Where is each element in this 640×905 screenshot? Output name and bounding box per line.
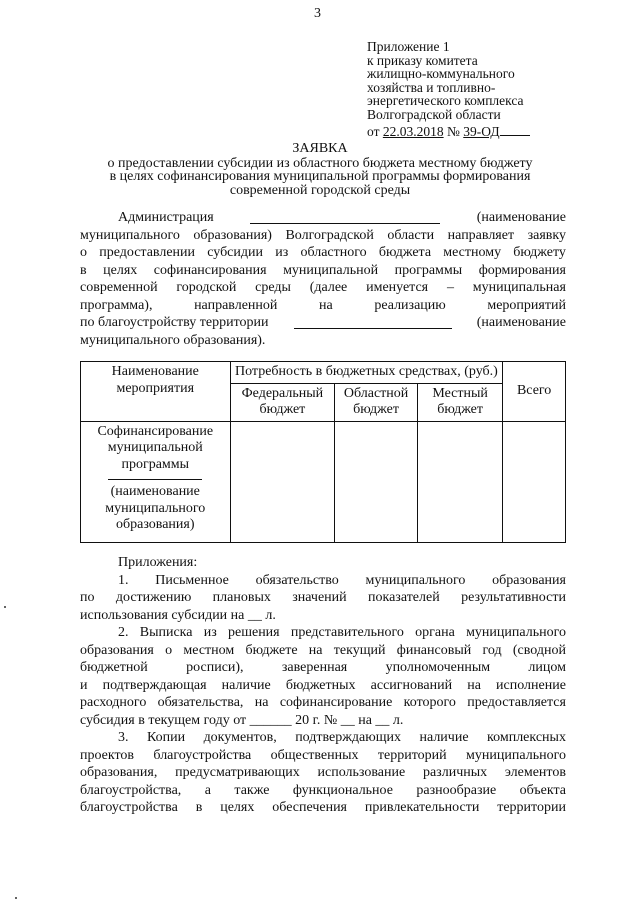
- word: 2.: [118, 625, 129, 640]
- word: местном: [183, 642, 235, 658]
- word: целях: [220, 800, 255, 815]
- appendix-line: хозяйства и топливно-: [367, 79, 496, 95]
- word: исполнение: [496, 677, 566, 693]
- intro-word: реализацию: [374, 297, 446, 313]
- intro-word: программа),: [80, 297, 153, 313]
- word: Выписка: [139, 625, 193, 640]
- word: (сводной: [512, 642, 566, 658]
- att-word: образования: [492, 572, 566, 588]
- intro-word: (наименование: [476, 210, 566, 225]
- att-word: функциональное: [292, 782, 393, 798]
- att-word: результативности: [461, 590, 566, 605]
- att-line: [80, 642, 566, 660]
- intro-word: по благоустройству территории: [80, 315, 269, 330]
- header-event: Наименование мероприятия: [81, 362, 231, 422]
- word: обеспечения: [272, 800, 348, 815]
- cell-regional: [335, 421, 418, 542]
- request-table: [80, 361, 566, 543]
- intro-word: на: [319, 297, 333, 313]
- att-word: Письменное: [155, 572, 229, 588]
- word: документов,: [203, 730, 277, 745]
- att-line: [80, 677, 566, 695]
- word: ассигнований: [370, 677, 453, 693]
- word: благоустройства: [153, 747, 252, 763]
- word: наличие: [419, 730, 469, 745]
- word: наличие: [221, 677, 271, 693]
- intro-line: [80, 279, 566, 297]
- word: из: [275, 245, 289, 260]
- order-date-line: [367, 121, 530, 139]
- att-line: субсидия в текущем году от ______ 20 г. № __ на __ л.: [80, 712, 404, 728]
- word: в: [195, 800, 203, 815]
- row-event-cell: [81, 421, 231, 542]
- word: софинансирования: [153, 262, 267, 278]
- appendix-line: энергетического комплекса: [367, 93, 524, 108]
- intro-line: [80, 227, 566, 245]
- att-word: также: [234, 782, 270, 798]
- word: решения: [227, 625, 280, 640]
- intro-word: направленной: [194, 297, 278, 313]
- att-line: [80, 799, 566, 817]
- att-word: плановых: [212, 590, 271, 605]
- word: муниципальной: [283, 262, 379, 278]
- row-title: Софинансирование муниципальной программы: [97, 423, 214, 472]
- order-date: 22.03.2018: [382, 124, 444, 139]
- att-word: благоустройства,: [80, 782, 182, 798]
- appendix-block: [367, 40, 530, 139]
- word: целях: [103, 262, 138, 278]
- att-word: бюджетной: [80, 660, 148, 675]
- att-word: показателей: [368, 590, 440, 605]
- word: и: [80, 677, 88, 693]
- word: образования: [80, 642, 154, 658]
- att-line: [80, 747, 566, 765]
- word: о: [165, 642, 173, 658]
- word: –: [446, 280, 454, 295]
- document-title: [0, 142, 640, 197]
- word: в: [80, 262, 87, 278]
- word: бюджету: [513, 245, 566, 260]
- appendix-line: Волгоградской области: [367, 106, 501, 122]
- header-total: Всего: [503, 362, 566, 422]
- word: 3.: [118, 730, 129, 745]
- word: направляет: [447, 227, 515, 243]
- att-word: лицом: [528, 660, 566, 675]
- word: области: [387, 227, 435, 243]
- header-federal: Федеральный бюджет: [230, 383, 335, 421]
- att-line: [80, 694, 566, 712]
- word: территории: [497, 800, 566, 815]
- word: муниципального: [80, 227, 180, 243]
- intro-line: муниципального образования).: [80, 332, 266, 348]
- word: муниципального: [466, 747, 566, 763]
- word: финансовый: [396, 642, 472, 658]
- word: предоставляется: [467, 695, 566, 710]
- word: предусматривающих: [175, 765, 300, 780]
- order-number: 39-ОД: [463, 124, 500, 139]
- att-line: [80, 624, 566, 642]
- word: использование: [317, 765, 406, 780]
- word: бюджета: [378, 245, 432, 260]
- att-word: объекта: [519, 782, 566, 798]
- word: бюджетных: [285, 677, 356, 693]
- title-subtitle-line: современной городской среды: [229, 182, 411, 198]
- att-word: 1.: [118, 572, 129, 588]
- word: общественных: [270, 747, 359, 763]
- word: именуется: [366, 280, 429, 295]
- intro-word: мероприятий: [487, 297, 566, 313]
- word: привлекательности: [364, 800, 480, 815]
- word: которого: [403, 695, 456, 710]
- number-underline: [500, 121, 530, 136]
- word: субсидии: [207, 245, 263, 260]
- intro-line: [80, 262, 566, 280]
- word: (далее: [309, 280, 348, 295]
- blank-line: [294, 314, 452, 329]
- att-line: использования субсидии на __ л.: [80, 607, 276, 623]
- word: формирования: [478, 262, 566, 278]
- word: подтверждающая: [102, 677, 207, 693]
- word: муниципального: [466, 625, 566, 640]
- word: образования): [193, 227, 272, 243]
- word: Волгоградской: [285, 227, 374, 243]
- scan-speck: [15, 897, 17, 899]
- word: территорий: [377, 747, 447, 763]
- word: местному: [443, 245, 502, 260]
- intro-paragraph: [80, 209, 566, 349]
- cell-federal: [230, 421, 335, 542]
- word: обязательства,: [157, 695, 244, 710]
- word: проектов: [80, 747, 135, 763]
- word: различных: [422, 765, 488, 780]
- scan-speck: [4, 606, 6, 608]
- word: среды: [255, 280, 291, 295]
- word: представительного: [290, 625, 404, 640]
- word: комплексных: [487, 730, 566, 745]
- appendix-line: к приказу комитета: [367, 52, 478, 68]
- attachments: [80, 554, 566, 817]
- title-subtitle-line: в целях софинансирования муниципальной программы формирования: [109, 169, 531, 184]
- word: современной: [80, 280, 158, 295]
- word: софинансирование: [279, 695, 393, 710]
- blank-line: [250, 209, 440, 224]
- cell-local: [417, 421, 502, 542]
- word: подтверждающих: [295, 730, 402, 745]
- blank-line: [108, 479, 202, 480]
- word: муниципальная: [472, 280, 566, 295]
- row-note: (наименование муниципального образования): [105, 484, 206, 532]
- att-word: а: [204, 782, 211, 798]
- intro-word: (наименование: [476, 315, 566, 330]
- word: городской: [176, 280, 237, 295]
- att-line: [80, 764, 566, 782]
- att-word: разнообразие: [416, 782, 497, 798]
- word: областного: [300, 245, 367, 260]
- word: на: [467, 677, 481, 693]
- word: на: [308, 642, 323, 658]
- title-heading: ЗАЯВКА: [292, 141, 348, 156]
- word: благоустройства: [80, 800, 178, 815]
- header-need: Потребность в бюджетных средствах, (руб.): [230, 362, 503, 384]
- word: о: [80, 245, 87, 260]
- word: текущий: [333, 642, 386, 658]
- att-word: уполномоченным: [385, 660, 491, 675]
- att-word: заверенная: [281, 660, 348, 675]
- att-line: [80, 729, 566, 747]
- att-word: по: [80, 590, 95, 605]
- att-word: значений: [292, 590, 347, 605]
- attachments-heading: Приложения:: [118, 555, 198, 570]
- word: на: [254, 695, 269, 710]
- word: Копии: [146, 730, 186, 745]
- word: элементов: [504, 765, 566, 780]
- cell-total: [503, 421, 566, 542]
- number-prefix: №: [446, 124, 460, 139]
- word: бюджете: [245, 642, 298, 658]
- intro-word: Администрация: [118, 210, 214, 225]
- appendix-line: жилищно-коммунального: [367, 66, 515, 81]
- word: органа: [415, 625, 455, 640]
- word: заявку: [527, 227, 566, 243]
- header-local: Местный бюджет: [417, 383, 502, 421]
- word: программы: [394, 262, 463, 278]
- att-word: обязательство: [255, 572, 339, 588]
- att-word: муниципального: [365, 572, 466, 588]
- header-regional: Областной бюджет: [335, 383, 418, 421]
- title-subtitle-line: о предоставлении субсидии из областного бюджета местному бюджету: [107, 155, 533, 171]
- att-word: достижению: [115, 590, 192, 605]
- page-number: 3: [314, 6, 321, 21]
- intro-line: [80, 244, 566, 262]
- appendix-line: Приложение 1: [367, 39, 450, 54]
- word: год: [482, 642, 502, 658]
- word: расходного: [80, 695, 147, 710]
- date-prefix: от: [367, 124, 380, 139]
- word: образования,: [80, 765, 158, 780]
- word: предоставлении: [99, 245, 196, 260]
- att-word: росписи),: [186, 660, 244, 675]
- word: из: [203, 625, 217, 640]
